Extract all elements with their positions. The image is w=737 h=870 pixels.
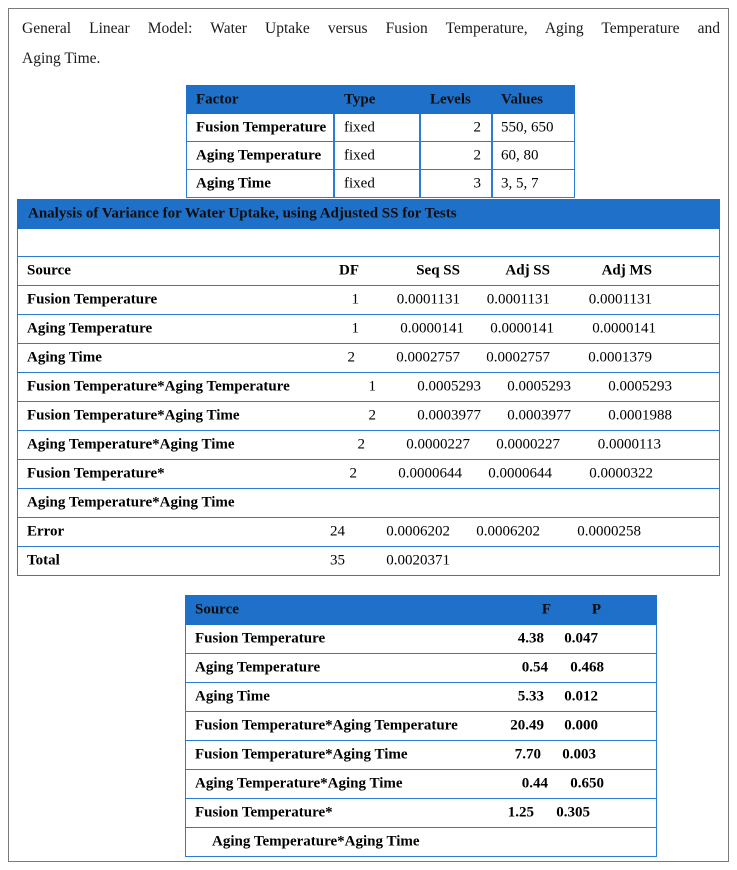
fp-source: Fusion Temperature*Aging Time (195, 746, 408, 763)
anova-source: Fusion Temperature*Aging Temperature (27, 378, 290, 395)
anova-data-cell (17, 489, 720, 518)
table-row (185, 741, 657, 770)
values-header-label: Values (501, 91, 543, 107)
table-row (185, 625, 657, 654)
table-row (186, 170, 575, 198)
anova-source: Total (27, 552, 60, 569)
fp-source: Fusion Temperature*Aging Temperature (195, 717, 458, 734)
anova-header-row (17, 257, 720, 286)
anova-seq-ss: 0.0006202 (386, 523, 450, 540)
anova-seq-ss: 0.0000227 (406, 436, 470, 453)
table-row (186, 142, 575, 170)
type-header-label: Type (344, 91, 376, 107)
fp-source: Aging Time (195, 688, 270, 705)
anova-adj-ms: 0.0000113 (597, 436, 661, 453)
fp-source: Fusion Temperature (195, 630, 326, 647)
table-row (17, 402, 720, 431)
table-row (17, 344, 720, 373)
factor-levels: 2 (473, 119, 481, 135)
table-row (17, 431, 720, 460)
anova-header-source: Source (27, 262, 71, 279)
anova-adj-ms: 0.0000258 (577, 523, 641, 540)
table-row (17, 518, 720, 547)
anova-adj-ss: 0.0000227 (496, 436, 560, 453)
factor-type: fixed (344, 119, 375, 135)
factor-values: 60, 80 (501, 147, 539, 163)
factor-table-header-values (492, 85, 575, 114)
fp-p-value: 0.012 (564, 688, 598, 705)
levels-cell (420, 142, 492, 170)
fp-f-value: 20.49 (510, 717, 544, 734)
table-row (185, 712, 657, 741)
anova-data-cell (17, 315, 720, 344)
anova-adj-ss: 0.0001131 (486, 291, 550, 308)
factor-name: Aging Time (196, 175, 271, 191)
anova-df: 2 (349, 465, 357, 482)
anova-adj-ms: 0.0001131 (588, 291, 652, 308)
anova-header-cell (17, 257, 720, 286)
fp-p-value: 0.003 (562, 746, 596, 763)
fp-f-value: 0.54 (521, 659, 548, 676)
page-title-line-1: General Linear Model: Water Uptake versus Fusion Temperature, Aging Temperature and (22, 20, 720, 37)
anova-adj-ss: 0.0005293 (507, 378, 571, 395)
table-row (185, 799, 657, 828)
fp-header-row (185, 595, 657, 625)
anova-data-cell (17, 286, 720, 315)
anova-banner-row (17, 199, 720, 229)
anova-adj-ss: 0.0000644 (488, 465, 552, 482)
fp-p-value: 0.650 (570, 775, 604, 792)
anova-banner-cell (17, 199, 720, 229)
fp-p-value: 0.468 (570, 659, 604, 676)
factor-name: Aging Temperature (196, 147, 322, 163)
factor-cell (186, 142, 334, 170)
anova-seq-ss: 0.0003977 (417, 407, 481, 424)
anova-header-seq-ss: Seq SS (416, 262, 460, 279)
table-row (17, 547, 720, 576)
page-title (22, 14, 720, 74)
anova-data-cell (17, 460, 720, 489)
fp-data-cell (185, 828, 657, 857)
factor-values: 550, 650 (501, 119, 554, 135)
anova-source: Fusion Temperature (27, 291, 158, 308)
anova-adj-ms: 0.0005293 (608, 378, 672, 395)
table-row (185, 828, 657, 857)
anova-adj-ss: 0.0002757 (486, 349, 550, 366)
fp-f-value: 5.33 (517, 688, 544, 705)
anova-banner-text: Analysis of Variance for Water Uptake, using Adjusted SS for Tests (28, 205, 457, 222)
anova-adj-ss: 0.0006202 (476, 523, 540, 540)
factor-table-header-levels (420, 85, 492, 114)
anova-source: Aging Temperature (27, 320, 153, 337)
factor-table (186, 85, 575, 198)
fp-table (185, 595, 657, 857)
fp-source: Aging Temperature*Aging Time (212, 833, 420, 850)
fp-data-cell (185, 654, 657, 683)
table-row (17, 315, 720, 344)
table-row (185, 770, 657, 799)
fp-data-cell (185, 799, 657, 828)
table-row (185, 683, 657, 712)
values-cell (492, 142, 575, 170)
anova-data-cell (17, 518, 720, 547)
anova-adj-ms: 0.0001988 (608, 407, 672, 424)
table-row (17, 460, 720, 489)
anova-data-cell (17, 344, 720, 373)
factor-header-label: Factor (196, 91, 239, 107)
table-row (17, 489, 720, 518)
anova-adj-ss: 0.0003977 (507, 407, 571, 424)
anova-header-adj-ms: Adj MS (601, 262, 652, 279)
fp-source: Aging Temperature (195, 659, 321, 676)
factor-table-header-factor (186, 85, 334, 114)
factor-type: fixed (344, 175, 375, 191)
factor-table-header-row (186, 85, 575, 114)
anova-adj-ss: 0.0000141 (490, 320, 554, 337)
anova-seq-ss: 0.0000644 (398, 465, 462, 482)
anova-adj-ms: 0.0001379 (588, 349, 652, 366)
type-cell (334, 114, 420, 142)
anova-source: Error (27, 523, 65, 540)
factor-name: Fusion Temperature (196, 119, 327, 135)
anova-data-cell (17, 373, 720, 402)
factor-cell (186, 170, 334, 198)
levels-cell (420, 170, 492, 198)
anova-data-cell (17, 431, 720, 460)
anova-header-adj-ss: Adj SS (505, 262, 550, 279)
anova-spacer-row (17, 229, 720, 257)
fp-data-cell (185, 712, 657, 741)
fp-p-value: 0.000 (564, 717, 598, 734)
values-cell (492, 170, 575, 198)
levels-header-label: Levels (430, 91, 471, 107)
anova-header-df: DF (339, 262, 359, 279)
anova-source: Fusion Temperature* (27, 465, 165, 482)
anova-df: 1 (351, 291, 359, 308)
anova-df: 2 (368, 407, 376, 424)
anova-seq-ss: 0.0020371 (386, 552, 450, 569)
anova-seq-ss: 0.0002757 (396, 349, 460, 366)
table-row (186, 114, 575, 142)
fp-f-value: 4.38 (517, 630, 544, 647)
anova-seq-ss: 0.0000141 (400, 320, 464, 337)
anova-table (17, 199, 720, 576)
anova-seq-ss: 0.0001131 (396, 291, 460, 308)
anova-df: 24 (330, 523, 345, 540)
factor-type: fixed (344, 147, 375, 163)
values-cell (492, 114, 575, 142)
anova-data-cell (17, 402, 720, 431)
anova-adj-ms: 0.0000141 (592, 320, 656, 337)
anova-source: Fusion Temperature*Aging Time (27, 407, 240, 424)
anova-adj-ms: 0.0000322 (589, 465, 653, 482)
fp-f-value: 1.25 (507, 804, 534, 821)
fp-header-f: F (541, 601, 551, 618)
factor-table-header-type (334, 85, 420, 114)
anova-df: 1 (368, 378, 376, 395)
page-title-line-2: Aging Time. (22, 50, 101, 67)
type-cell (334, 142, 420, 170)
fp-p-value: 0.047 (564, 630, 598, 647)
anova-df: 35 (330, 552, 345, 569)
factor-levels: 2 (473, 147, 481, 163)
table-row (17, 286, 720, 315)
table-row (17, 373, 720, 402)
fp-source: Fusion Temperature* (195, 804, 333, 821)
levels-cell (420, 114, 492, 142)
fp-data-cell (185, 770, 657, 799)
fp-f-value: 0.44 (521, 775, 548, 792)
factor-values: 3, 5, 7 (501, 175, 539, 191)
fp-header-source: Source (195, 601, 239, 618)
anova-df: 1 (351, 320, 359, 337)
anova-df: 2 (347, 349, 355, 366)
fp-header-cell (185, 595, 657, 625)
fp-data-cell (185, 741, 657, 770)
anova-data-cell (17, 547, 720, 576)
fp-data-cell (185, 683, 657, 712)
table-row (185, 654, 657, 683)
factor-levels: 3 (473, 175, 481, 191)
anova-spacer-cell (17, 229, 720, 257)
type-cell (334, 170, 420, 198)
fp-p-value: 0.305 (556, 804, 590, 821)
factor-cell (186, 114, 334, 142)
anova-source: Aging Time (27, 349, 102, 366)
fp-source: Aging Temperature*Aging Time (195, 775, 403, 792)
anova-df: 2 (357, 436, 365, 453)
fp-f-value: 7.70 (514, 746, 541, 763)
fp-header-p: P (591, 601, 601, 618)
anova-source: Aging Temperature*Aging Time (27, 494, 235, 511)
fp-data-cell (185, 625, 657, 654)
anova-source: Aging Temperature*Aging Time (27, 436, 235, 453)
anova-seq-ss: 0.0005293 (417, 378, 481, 395)
